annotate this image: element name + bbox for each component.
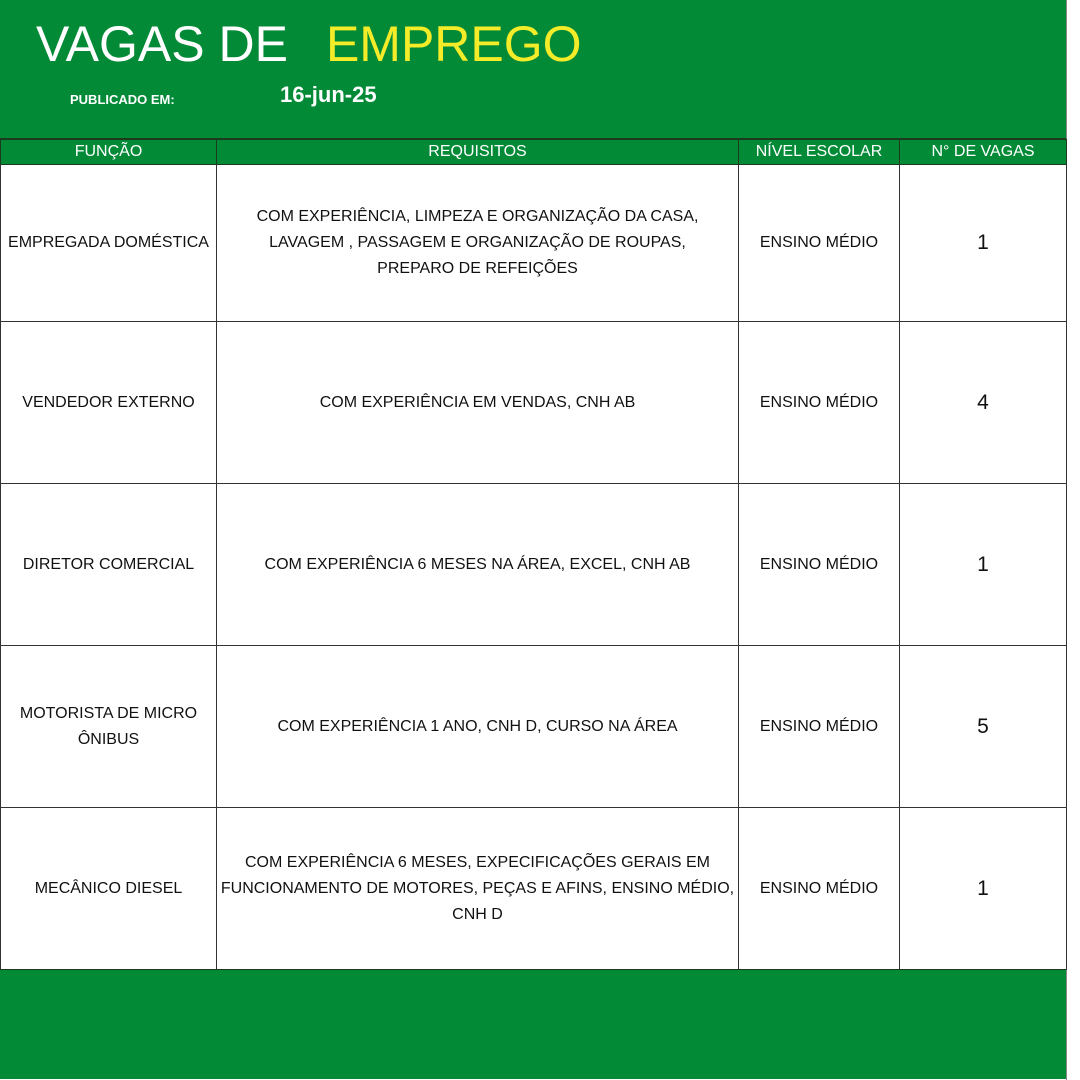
cell-requisitos: COM EXPERIÊNCIA 6 MESES NA ÁREA, EXCEL, CNH AB xyxy=(217,484,739,646)
cell-nivel: ENSINO MÉDIO xyxy=(739,484,900,646)
cell-requisitos: COM EXPERIÊNCIA 1 ANO, CNH D, CURSO NA ÁREA xyxy=(217,646,739,808)
cell-nivel: ENSINO MÉDIO xyxy=(739,322,900,484)
cell-nivel: ENSINO MÉDIO xyxy=(739,646,900,808)
table-header-row xyxy=(1,140,1067,165)
column-header-funcao: FUNÇÃO xyxy=(1,140,217,165)
cell-funcao: VENDEDOR EXTERNO xyxy=(1,322,217,484)
cell-nivel: ENSINO MÉDIO xyxy=(739,165,900,322)
table-row xyxy=(1,646,1067,808)
cell-funcao: DIRETOR COMERCIAL xyxy=(1,484,217,646)
published-date: 16-jun-25 xyxy=(280,82,377,107)
table-row xyxy=(1,165,1067,322)
table-row xyxy=(1,322,1067,484)
column-header-numero-vagas: N° DE VAGAS xyxy=(900,140,1067,165)
cell-vagas: 1 xyxy=(900,808,1067,970)
cell-funcao: EMPREGADA DOMÉSTICA xyxy=(1,165,217,322)
table-row xyxy=(1,808,1067,970)
page-title xyxy=(36,14,582,74)
header-banner xyxy=(0,0,1066,139)
published-label: PUBLICADO EM: xyxy=(70,92,175,107)
cell-requisitos: COM EXPERIÊNCIA 6 MESES, EXPECIFICAÇÕES GERAIS EM FUNCIONAMENTO DE MOTORES, PEÇAS E AFINS, ENSINO MÉDIO, CNH D xyxy=(217,808,739,970)
cell-nivel: ENSINO MÉDIO xyxy=(739,808,900,970)
cell-vagas: 4 xyxy=(900,322,1067,484)
title-part-1: VAGAS DE xyxy=(36,16,288,72)
cell-vagas: 1 xyxy=(900,165,1067,322)
table-row xyxy=(1,484,1067,646)
cell-vagas: 5 xyxy=(900,646,1067,808)
jobs-table xyxy=(0,139,1067,970)
cell-requisitos: COM EXPERIÊNCIA, LIMPEZA E ORGANIZAÇÃO DA CASA, LAVAGEM , PASSAGEM E ORGANIZAÇÃO DE ROUPAS, PREPARO DE REFEIÇÕES xyxy=(217,165,739,322)
footer-banner xyxy=(0,969,1066,1079)
title-part-2: EMPREGO xyxy=(325,16,582,72)
cell-requisitos: COM EXPERIÊNCIA EM VENDAS, CNH AB xyxy=(217,322,739,484)
cell-funcao: MECÂNICO DIESEL xyxy=(1,808,217,970)
column-header-nivel-escolar: NÍVEL ESCOLAR xyxy=(739,140,900,165)
column-header-requisitos: REQUISITOS xyxy=(217,140,739,165)
cell-funcao: MOTORISTA DE MICRO ÔNIBUS xyxy=(1,646,217,808)
cell-vagas: 1 xyxy=(900,484,1067,646)
